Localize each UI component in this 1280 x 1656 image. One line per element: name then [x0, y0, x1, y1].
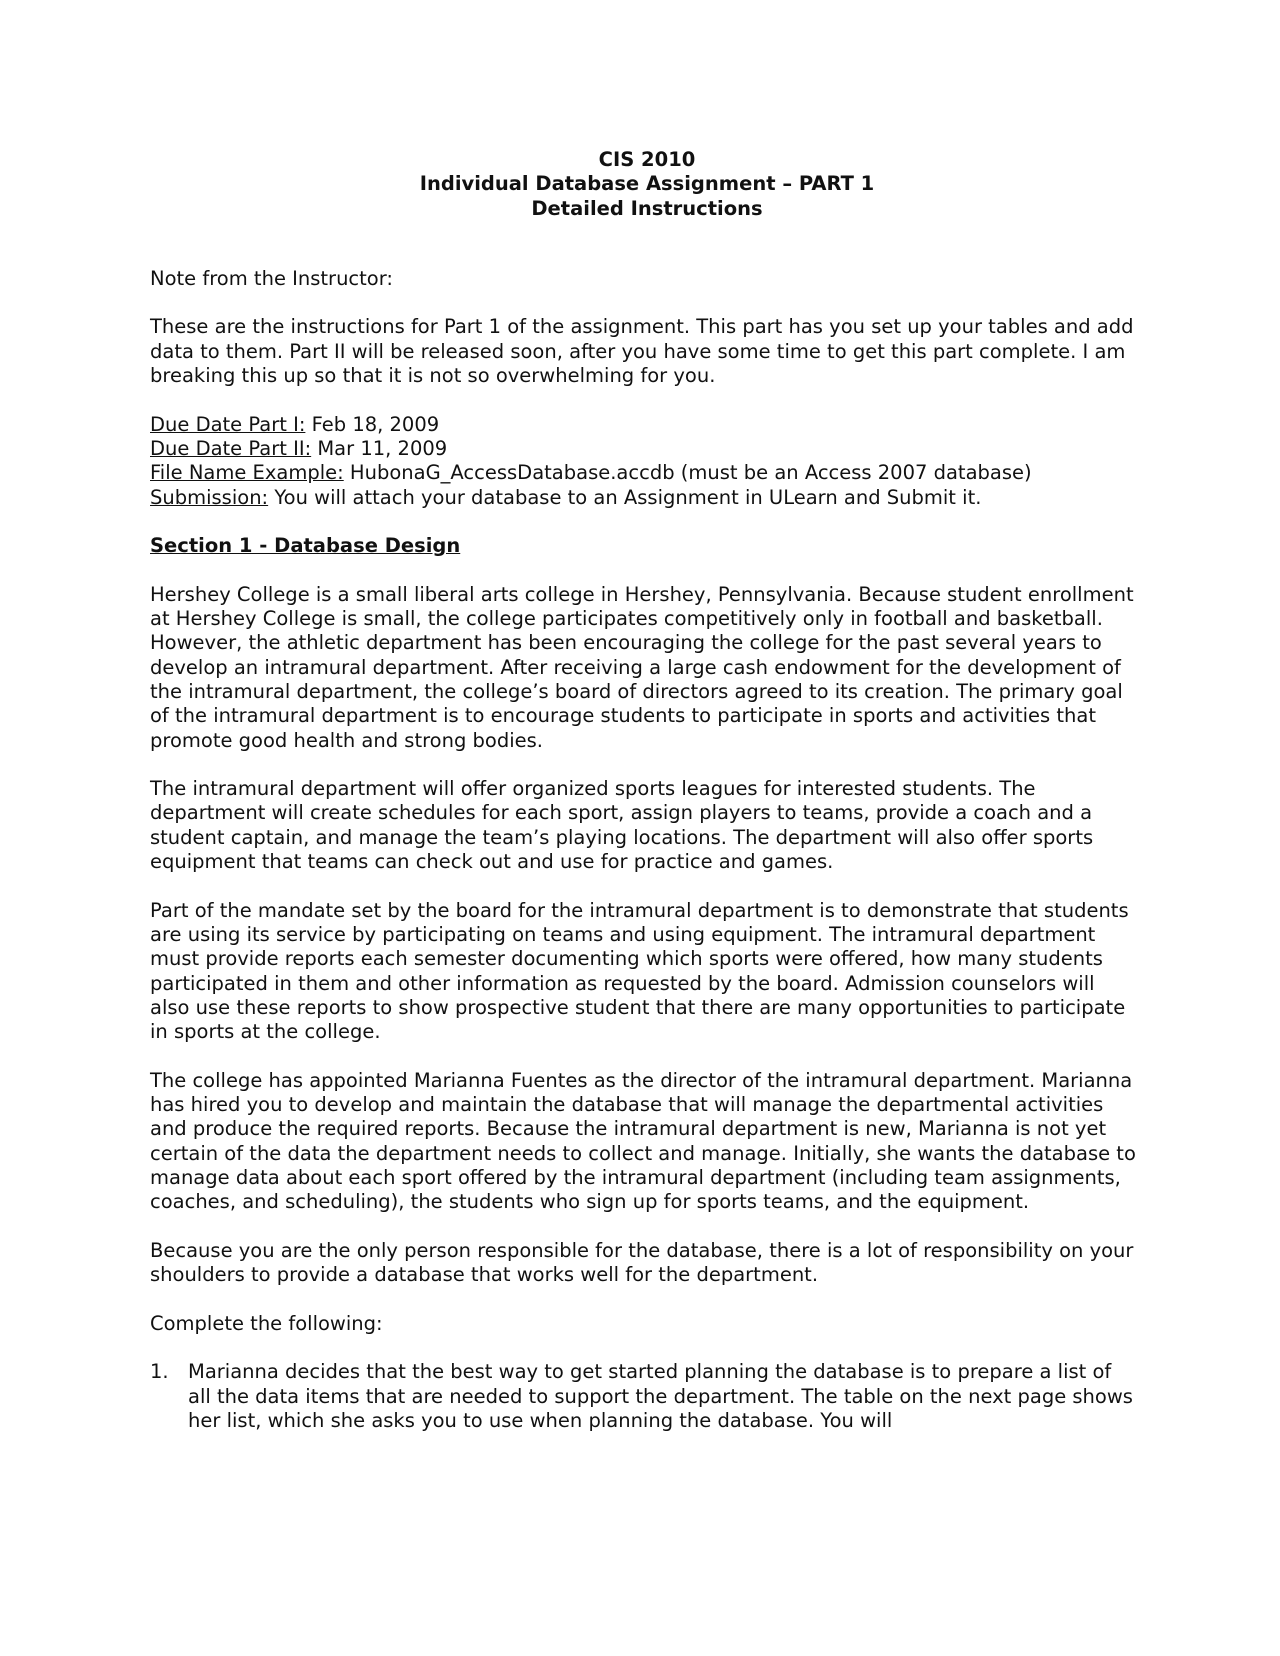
detail-label: Due Date Part I: [150, 412, 306, 436]
assignment-details [150, 413, 1140, 510]
submission-info [150, 486, 1140, 510]
body-paragraph: Hershey College is a small liberal arts college in Hershey, Pennsylvania. Because student enrollment at Hershey College is small, the college participates competitively only in football and basketball. However, the athletic department has been encouraging the college for the past several years to develop an intramural department. After receiving a large cash endowment for the development of the intramural department, the college’s board of directors agreed to its creation. The primary goal of the intramural department is to encourage students to participate in sports and activities that promote good health and strong bodies. [150, 582, 1134, 752]
document-page [150, 148, 1140, 1433]
document-title-block [150, 148, 1140, 221]
detail-label: File Name Example: [150, 461, 344, 485]
detail-label: Submission: [150, 485, 269, 509]
due-date-part-2 [150, 437, 1140, 461]
complete-label: Complete the following: [150, 1311, 383, 1335]
assignment-title: Individual Database Assignment – PART 1 [419, 172, 875, 196]
body-paragraph: The intramural department will offer organized sports leagues for interested students. The department will create schedules for each sport, assign players to teams, provide a coach and a student captain, and manage the team’s playing locations. The department will also offer sports equipment that teams can check out and use for practice and games. [150, 777, 1094, 874]
body-paragraph: Because you are the only person responsible for the database, there is a lot of responsibility on your shoulders to provide a database that works well for the department. [150, 1238, 1134, 1287]
detail-value: HubonaG_AccessDatabase.accdb (must be an Access 2007 database) [343, 461, 1032, 485]
assignment-subtitle: Detailed Instructions [531, 196, 763, 220]
file-name-example [150, 461, 1140, 485]
detail-label: Due Date Part II: [150, 436, 312, 460]
note-label: Note from the Instructor: [150, 266, 393, 290]
section-heading: Section 1 - Database Design [150, 534, 461, 558]
body-paragraph: The college has appointed Marianna Fuentes as the director of the intramural department. Marianna has hired you to develop and maintain the database that will manage the departmental activities and produce the required reports. Because the intramural department is new, Marianna is not yet certain of the data the department needs to collect and manage. Initially, she wants the database to manage data about each sport offered by the intramural department (including team assignments, coaches, and scheduling), the students who sign up for sports teams, and the equipment. [150, 1068, 1136, 1214]
steps-list [150, 1360, 1140, 1433]
step-number: 1. [150, 1360, 169, 1384]
step-text: Marianna decides that the best way to get started planning the database is to prepare a list of all the data items that are needed to support the department. The table on the next page shows her list, which she asks you to use when planning the database. You will [188, 1360, 1133, 1432]
note-text: These are the instructions for Part 1 of the assignment. This part has you set up your tables and add data to them. Part II will be released soon, after you have some time to get this part complete. I am breaking this up so that it is not so overwhelming for you. [150, 315, 1134, 388]
course-title: CIS 2010 [598, 148, 696, 171]
detail-value: You will attach your database to an Assignment in ULearn and Submit it. [268, 485, 982, 509]
body-paragraph: Part of the mandate set by the board for the intramural department is to demonstrate that students are using its service by participating on teams and using equipment. The intramural department must provide reports each semester documenting which sports were offered, how many students participated in them and other information as requested by the board. Admission counselors will also use these reports to show prospective student that there are many opportunities to participate in sports at the college. [150, 898, 1129, 1044]
detail-value: Mar 11, 2009 [311, 436, 448, 460]
list-item [150, 1360, 1140, 1433]
due-date-part-1 [150, 413, 1140, 437]
detail-value: Feb 18, 2009 [305, 412, 440, 436]
